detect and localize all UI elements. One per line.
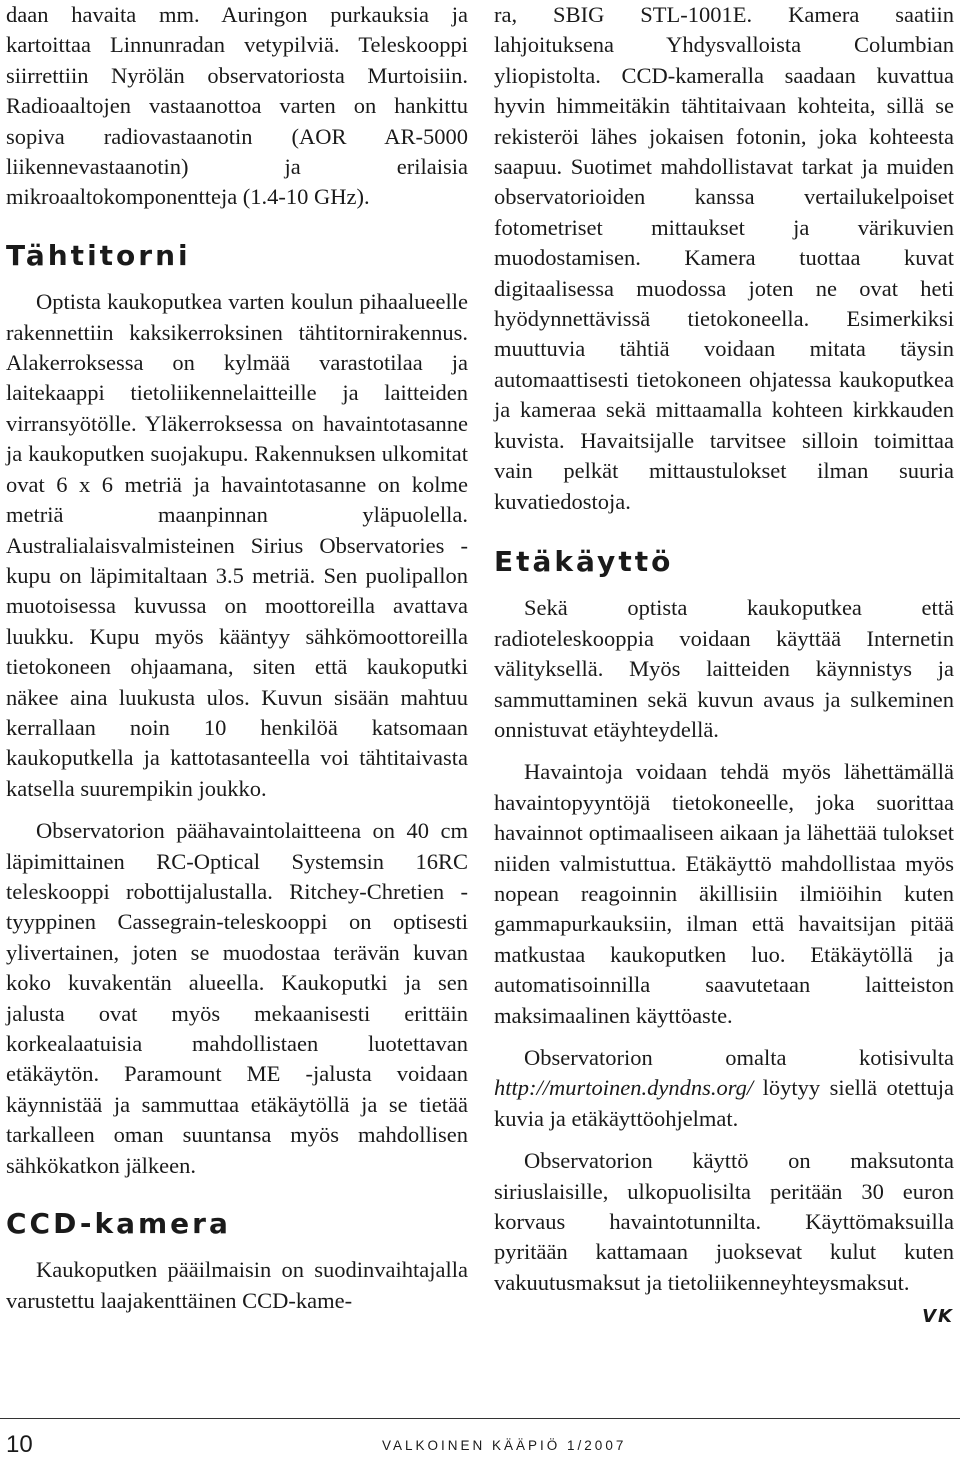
footer-divider — [0, 1418, 960, 1419]
right-column — [494, 0, 954, 1333]
etakaytto-paragraph-3-text-b: löytyy siellä otettuja kuvia ja etäkäyttöohjelmat. — [494, 1075, 954, 1131]
tahtitorni-paragraph-1: Optista kaukoputkea varten koulun pihaalueelle rakennettiin kaksikerroksinen tähtitornirakennus. Alakerroksessa on kylmää varastotilaa ja laitekaappi tietoliikennelaitteille ja laitteiden virransyötölle. Yläkerroksessa on havaintotasanne ja kaukoputken suojakupu. Rakennuksen ulkomitat ovat 6 x 6 metriä ja havaintotasanne on kolme metriä maanpinnan yläpuolella. Australialaisvalmisteinen Sirius Observatories -kupu on läpimitaltaan 3.5 metriä. Sen puolipallon muotoisessa kuvussa on moottoreilla avattava luukku. Kupu myös kääntyy sähkömoottoreilla tietokoneen ohjaamana, siten että kaukoputki näkee aina luukusta ulos. Kuvun sisään mahtuu kerrallaan noin 10 henkilöä katsomaan kaukoputkella ja kattotasanteella voi tähtitaivasta katsella suurempikin joukko. — [6, 289, 468, 801]
etakaytto-paragraph-3 — [494, 1043, 954, 1134]
author-signature: VK — [922, 1306, 954, 1328]
etakaytto-paragraph-1: Sekä optista kaukoputkea että radioteleskooppia voidaan käyttää Internetin välityksellä. Myös laitteiden käynnistys ja sammuttaminen sekä kuvun avaus ja sulkeminen onnistuvat etäyhteydellä. — [494, 595, 954, 742]
tahtitorni-paragraph-2: Observatorion päähavaintolaitteena on 40 cm läpimittainen RC-Optical Systemsin 16RC teleskooppi robottijalustalla. Ritchey-Chretien -tyyppinen Cassegrain-teleskooppi on optisesti ylivertainen, joten se muodostaa terävän kuvan koko kuvakentän alueella. Kaukoputki ja sen jalusta ovat myös mekaanisesti erittäin korkealaatuisia mahdollistaen luotettavan etäkäytön. Paramount ME -jalusta voidaan käynnistää ja sammuttaa etäkäytöllä ja se tietää tarkalleen oman suuntansa myös mahdollisen sähkökatkon jälkeen. — [6, 818, 468, 1178]
section-heading-ccd-kamera: CCD-kamera — [6, 1207, 231, 1241]
etakaytto-paragraph-4 — [494, 1146, 954, 1328]
final-paragraph-block — [494, 1146, 954, 1332]
etakaytto-paragraph-2: Havaintoja voidaan tehdä myös lähettämällä havaintopyyntöjä tietokoneelle, joka suorittaa havainnot optimaaliseen aikaan ja lähettää tulokset niiden valmistuttua. Etäkäyttö mahdollistaa myös nopean reagoinnin äkillisiin ilmiöihin kuten gammapurkauksiin, ilman että havaitsijan pitää matkustaa kaukoputken luo. Etäkäytöllä ja automatisoinnilla saavutetaan laitteiston maksimaalinen käyttöaste. — [494, 759, 954, 1028]
ccd-paragraph-continued: ra, SBIG STL-1001E. Kamera saatiin lahjoituksena Yhdysvalloista Columbian yliopistolta. CCD-kameralla saadaan kuvattua hyvin himmeitäkin tähtitaivaan kohteita, sillä se rekisteröi lähes jokaisen fotonin, joka kohteesta saapuu. Suotimet mahdollistavat tarkat ja muiden observatorioiden kanssa vertailukelpoiset fotometriset mittaukset ja värikuvien muodostamisen. Kamera tuottaa kuvat digitaalisessa muodossa joten ne ovat heti hyödynnettävissä tietokoneella. Esimerkiksi muuttuvia tähtiä voidaan mitata täysin automaattisesti tietokoneen ohjatessa kaukoputkea ja kameraa sekä mittaamalla kohteen kirkkauden kuvista. Havaitsijalle tarvitsee silloin toimittaa vain pelkät mittaustulokset ilman suuria kuvatiedostoja. — [494, 2, 954, 514]
etakaytto-paragraph-3-text-a: Observatorion omalta kotisivulta — [524, 1045, 954, 1070]
left-column — [6, 0, 468, 1316]
publication-footer: VALKOINEN KÄÄPIÖ 1/2007 — [382, 1438, 627, 1453]
ccd-paragraph-start: Kaukoputken pääilmaisin on suodinvaihtajalla varustettu laajakenttäinen CCD-kame- — [6, 1257, 468, 1313]
page-number: 10 — [6, 1431, 33, 1458]
section-heading-etakaytto: Etäkäyttö — [494, 544, 674, 578]
intro-paragraph: daan havaita mm. Auringon purkauksia ja kartoittaa Linnunradan vetypilviä. Teleskooppi siirrettiin Nyrölän observatoriosta Murtoisiin. Radioaaltojen vastaanottoa varten on hankittu sopiva radiovastaanotin (AOR AR-5000 liikennevastaanotin) ja erilaisia mikroaaltokomponentteja (1.4-10 GHz). — [6, 2, 468, 210]
section-heading-tahtitorni: Tähtitorni — [6, 238, 191, 272]
etakaytto-paragraph-4-text: Observatorion käyttö on maksutonta siriuslaisille, ulkopuolisilta peritään 30 euron korvaus havaintotunnilta. Käyttömaksuilla pyritään kattamaan juoksevat kulut kuten vakuutusmaksut ja tietoliikenneyhteysmaksut. — [494, 1148, 954, 1295]
website-url-link[interactable]: http://murtoinen.dyndns.org/ — [494, 1075, 754, 1101]
